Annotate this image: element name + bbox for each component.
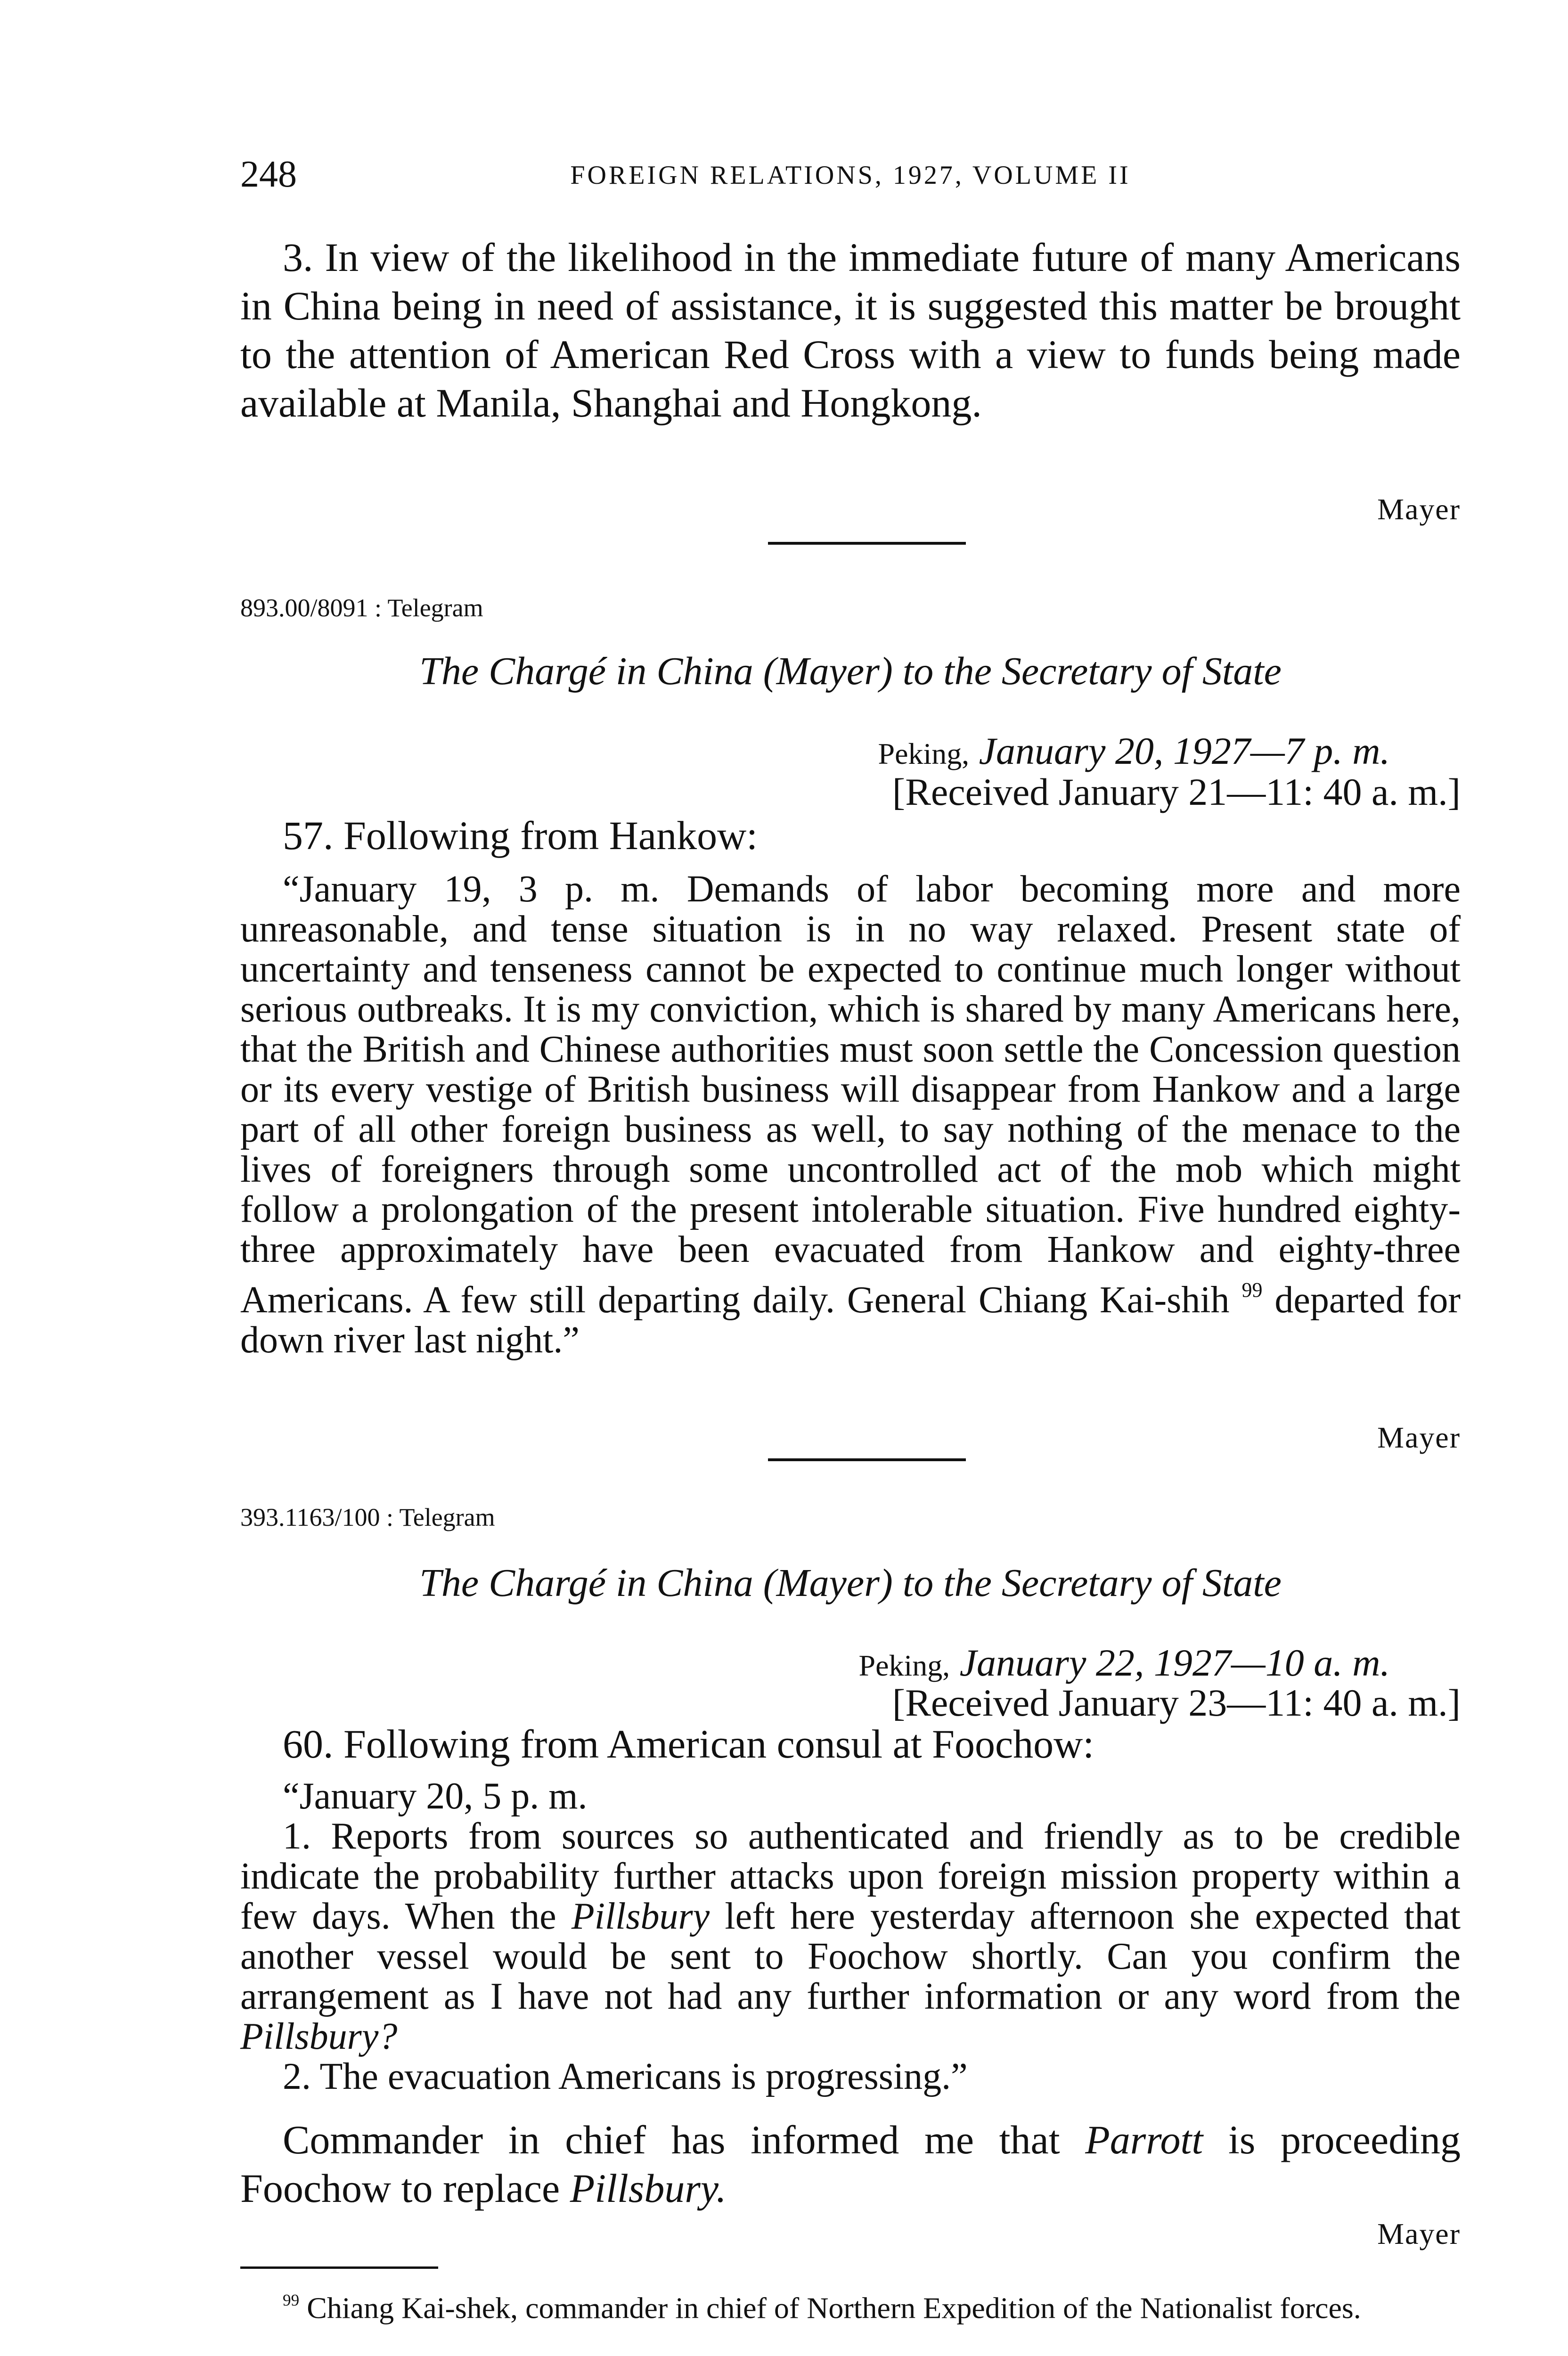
quoted-item-1: 1. Reports from sources so authenticated and friendly as to be credible indicate the probability further attacks upon foreign mission property within a few days. When the Pillsbury left here yesterday afternoon she expected that another vessel would be sent to Foochow shortly. Can you confirm the arrangement as I have not had any further information or any word from the Pillsbury? xyxy=(240,1816,1461,2057)
footnote-99: $^{99}$ Chiang Kai-shek, commander in chief of Northern Expedition of the Nationalist forces. xyxy=(283,2291,1361,2325)
footnote-rule xyxy=(240,2266,438,2269)
running-title: FOREIGN RELATIONS, 1927, VOLUME II xyxy=(570,161,1131,190)
file-number-2: 393.1163/100 : Telegram xyxy=(240,1503,495,1531)
quoted-date-2: “January 20, 5 p. m. xyxy=(283,1775,588,1817)
signature-mayer-3: Mayer xyxy=(1377,2217,1461,2250)
continued-paragraph: 3. In view of the likelihood in the immediate future of many Americans in China being in need of assistance, it is suggested this matter be brought to the attention of American Red Cross with a view to funds being made available at Manila, Shanghai and Hongkong. xyxy=(240,235,1461,425)
dateline-1: Peking, January 20, 1927—7 p. m. xyxy=(878,729,1390,772)
signature-mayer-1: Mayer xyxy=(1377,492,1461,526)
dateline-2: Peking, January 22, 1927—10 a. m. xyxy=(858,1641,1390,1684)
file-number-1: 893.00/8091 : Telegram xyxy=(240,594,483,622)
separator-rule-2 xyxy=(768,1458,966,1461)
document-heading-1: The Chargé in China (Mayer) to the Secretary of State xyxy=(419,649,1282,693)
footnote-marker: 99 xyxy=(283,2291,300,2309)
quoted-message-1: “January 19, 3 p. m. Demands of labor becoming more and more unreasonable, and tense situation is in no way relaxed. Present state of uncertainty and tenseness cannot be expected to continue much longer without serious outbreaks. It is my conviction, which is shared by many Americans here, that the British and Chinese authorities must soon settle the Concession question or its every vestige of British business will disappear from Hankow and a large part of all other foreign business as well, to say nothing of the menace to the lives of foreigners through some uncontrolled act of the mob which might follow a prolongation of the present intolerable situation. Five hundred eighty-three approximately have been evacuated from Hankow and eighty-three Americans. A few still departing daily. General Chiang Kai-shih $^{99}$ departed for down river last night.” xyxy=(240,868,1461,1361)
message-intro-1: 57. Following from Hankow: xyxy=(283,813,758,858)
footnote-reference-99: 99 xyxy=(1241,1278,1263,1301)
received-line-1: [Received January 21—11: 40 a. m.] xyxy=(892,770,1461,813)
document-heading-2: The Chargé in China (Mayer) to the Secretary of State xyxy=(419,1561,1282,1605)
quoted-item-2: 2. The evacuation Americans is progressing.” xyxy=(283,2056,968,2097)
separator-rule-1 xyxy=(768,542,966,545)
running-head xyxy=(240,151,1461,203)
message-intro-2: 60. Following from American consul at Foochow: xyxy=(283,1721,1094,1767)
page-number: 248 xyxy=(240,154,297,195)
signature-mayer-2: Mayer xyxy=(1377,1421,1461,1454)
received-line-2: [Received January 23—11: 40 a. m.] xyxy=(892,1681,1461,1724)
closing-paragraph: Commander in chief has informed me that Parrott is proceeding Foochow to replace Pillsbury. xyxy=(240,2117,1461,2211)
